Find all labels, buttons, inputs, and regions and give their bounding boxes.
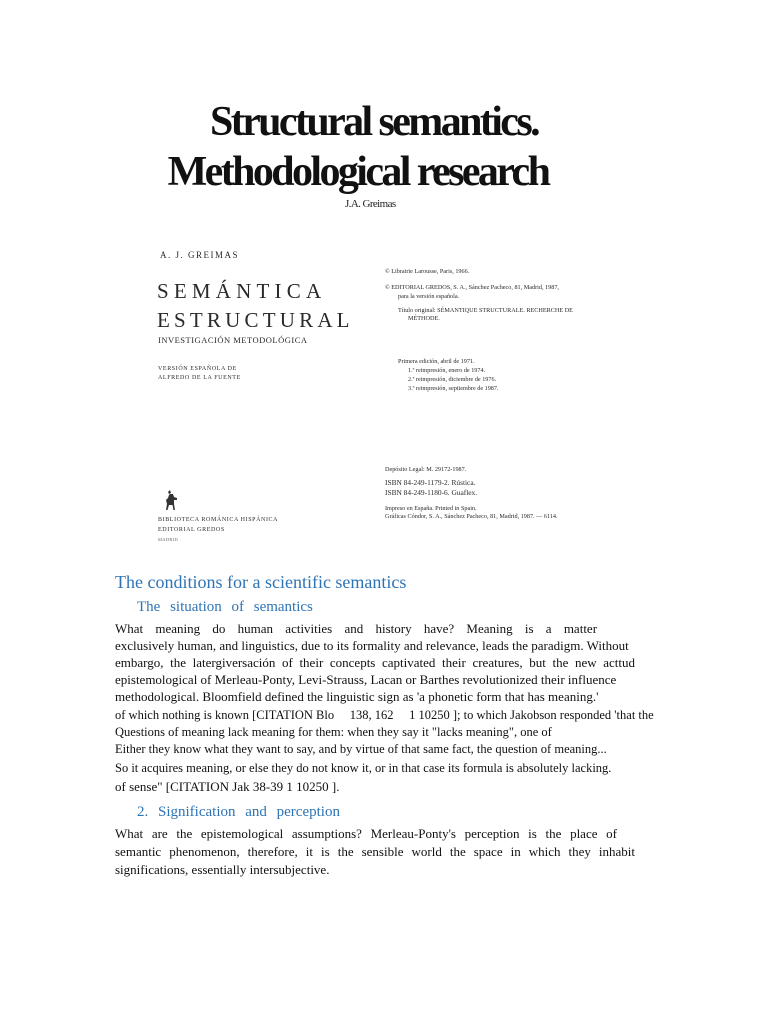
scan-isbn-2: ISBN 84-249-1180-6. Guaflex. xyxy=(385,488,478,497)
paragraph-line: What meaning do human activities and history have? Meaning is a matter xyxy=(115,621,598,636)
document-author: J.A. Greimas xyxy=(345,198,396,210)
scan-library-line-3: MADRID xyxy=(158,537,179,542)
scan-copyright-1: © Librairie Larousse, Paris, 1966. xyxy=(385,268,470,275)
subsection-heading-2: 2. Signification and perception xyxy=(137,804,340,820)
scan-copyright-3: para la versión española. xyxy=(398,293,460,300)
scan-printed-1: Impreso en España. Printed in Spain. xyxy=(385,505,477,512)
paragraph-line: of sense" [CITATION Jak 38-39 1 10250 ]. xyxy=(115,779,340,794)
scan-edition-3: 2.ª reimpresión, diciembre de 1976. xyxy=(408,376,497,383)
subsection-heading-1: The situation of semantics xyxy=(137,599,313,615)
paragraph-line: Either they know what they want to say, and by virtue of that same fact, the question of meaning... xyxy=(115,742,607,756)
scan-version-line-2: ALFREDO DE LA FUENTE xyxy=(158,375,241,381)
scan-version-line-1: VERSIÓN ESPAÑOLA DE xyxy=(158,366,237,372)
paragraph-line: Questions of meaning lack meaning for them: when they say it "lacks meaning", one of xyxy=(115,725,552,739)
section-heading: The conditions for a scientific semantics xyxy=(115,572,407,592)
scan-original-title-2: MÉTHODE. xyxy=(408,315,440,322)
scan-title-2: ESTRUCTURAL xyxy=(157,308,354,332)
scan-isbn-1: ISBN 84-249-1179-2. Rústica. xyxy=(385,478,476,487)
paragraph-line: of which nothing is known [CITATION Blo 138, 162 1 10250 ]; to which Jakobson responded 'that the xyxy=(115,708,654,722)
paragraph-line: embargo, the latergiversación of their concepts captivated their creatures, but the new acttud xyxy=(115,655,635,670)
deer-logo-icon xyxy=(158,488,182,512)
scan-title-1: SEMÁNTICA xyxy=(157,279,327,303)
scan-legal-deposit: Depósito Legal: M. 29172-1987. xyxy=(385,466,467,473)
paragraph-line: significations, essentially intersubjective. xyxy=(115,862,330,877)
scan-subtitle: INVESTIGACIÓN METODOLÓGICA xyxy=(158,335,308,345)
document-title-line-1: Structural semantics. xyxy=(209,99,538,145)
scan-original-title-1: Título original: SÉMANTIQUE STRUCTURALE. RECHERCHE DE xyxy=(398,307,573,314)
scan-edition-4: 3.ª reimpresión, septiembre de 1987. xyxy=(408,385,499,392)
paragraph-line: semantic phenomenon, therefore, it is the sensible world the space in which they inhabit xyxy=(115,844,635,859)
paragraph-line: epistemological of Merleau-Ponty, Levi-Strauss, Lacan or Barthes revolutionized their influence xyxy=(115,672,617,687)
paragraph-line: So it acquires meaning, or else they do not know it, or in that case its formula is absolutely lacking. xyxy=(115,761,612,775)
paragraph-line: What are the epistemological assumptions? Merleau-Ponty's perception is the place of xyxy=(115,826,617,841)
paragraph-line: methodological. Bloomfield defined the linguistic sign as 'a phonetic form that has meaning.' xyxy=(115,689,599,704)
scan-library-line-1: BIBLIOTECA ROMÁNICA HISPÁNICA xyxy=(158,517,279,523)
scan-copyright-2: © EDITORIAL GREDOS, S. A., Sánchez Pacheco, 81, Madrid, 1987, xyxy=(385,284,559,291)
paragraph-line: exclusively human, and linguistics, due to its formality and relevance, leads the paradigm. Without xyxy=(115,638,629,653)
document-title-line-2: Methodological research xyxy=(167,149,549,195)
scan-printed-2: Gráficas Cóndor, S. A., Sánchez Pacheco, 81, Madrid, 1987. — 6114. xyxy=(385,513,558,520)
scan-author: A. J. GREIMAS xyxy=(160,250,240,260)
scan-edition-1: Primera edición, abril de 1971. xyxy=(398,358,475,365)
scan-library-line-2: EDITORIAL GREDOS xyxy=(158,527,225,533)
scan-edition-2: 1.ª reimpresión, enero de 1974. xyxy=(408,367,486,374)
